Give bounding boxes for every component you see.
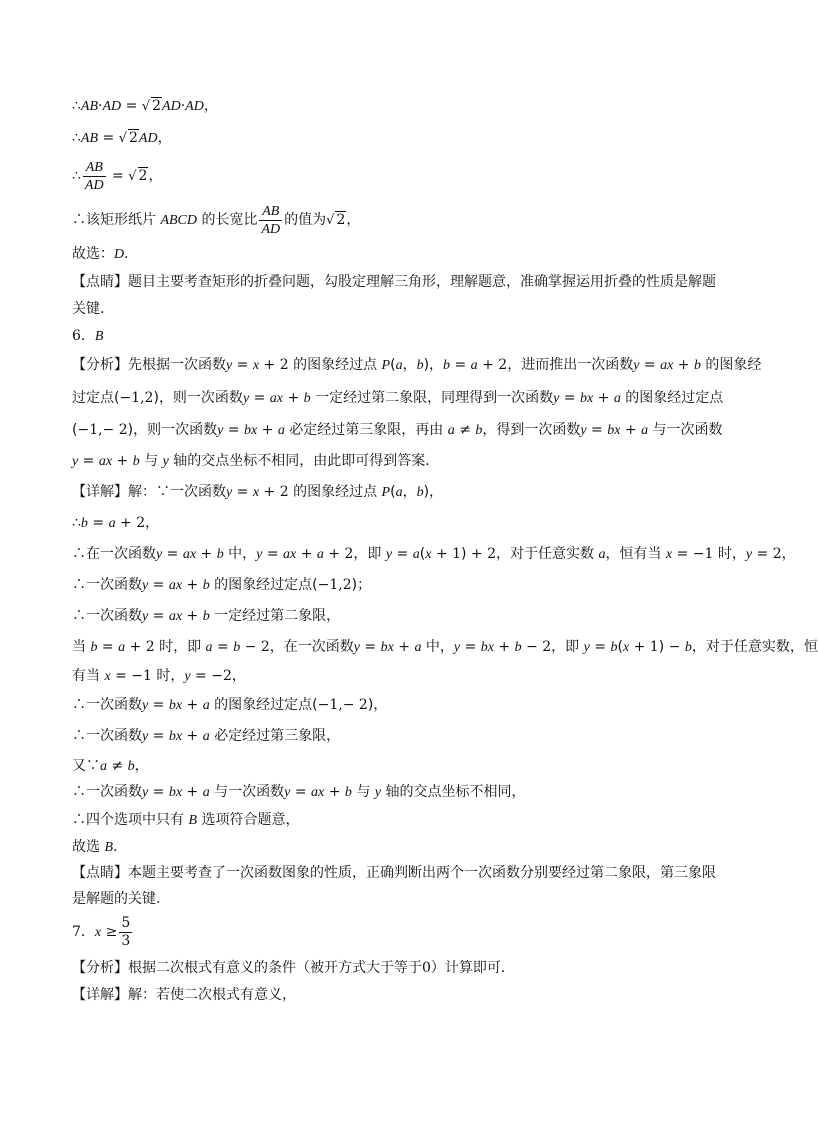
line-analysis-6d: y = ax + b 与 y 轴的交点坐标不相同，由此即可得到答案．	[72, 453, 440, 469]
line-detail-6e: ∴一次函数y = ax + b 一定经过第二象限，	[72, 608, 341, 624]
line-detail-6h: ∴一次函数y = bx + a 的图象经过定点(−1,− 2)，	[72, 697, 388, 713]
line-detail-6k: ∴一次函数y = bx + a 与一次函数y = ax + b 与 y 轴的交点坐标不相同，	[72, 784, 526, 800]
line-detail-6a: 【详解】解：∵一次函数y = x + 2 的图象经过点 P(a，b)，	[72, 484, 444, 500]
line-detail-7: 【详解】解：若使二次根式有意义，	[72, 987, 296, 1003]
question-6-header: 6．B	[72, 328, 104, 344]
line-answer-b: 故选 B．	[72, 839, 128, 855]
line-ab-eq: ∴AB = √ 2AD，	[72, 130, 172, 146]
line-comment-5b: 关键．	[72, 301, 114, 317]
line-ratio-conclusion: ∴该矩形纸片 ABCD 的长宽比 $\frac{AB}{AD}$ 的值为√ 2，	[72, 203, 361, 237]
line-comment-6a: 【点睛】本题主要考查了一次函数图象的性质，正确判断出两个一次函数分别要经过第二象限，第三象限	[72, 865, 716, 881]
line-analysis-6c: (−1,− 2)，则一次函数y = bx + a 必定经过第三象限，再由 a ≠ b，得到一次函数y = bx + a 与一次函数	[72, 422, 723, 438]
line-ratio-eq: ∴ $\frac{AB}{AD}$ = √ 2，	[72, 159, 163, 193]
line-analysis-6a: 【分析】先根据一次函数y = x + 2 的图象经过点 P(a，b)，b = a + 2，进而推出一次函数y = ax + b 的图象经	[72, 357, 762, 373]
line-ab-ad-eq: ∴AB·AD = √ 2AD·AD，	[72, 98, 218, 114]
line-analysis-6b: 过定点(−1,2)，则一次函数y = ax + b 一定经过第二象限，同理得到一次函数y = bx + a 的图象经过定点	[72, 390, 724, 406]
line-detail-6g: 有当 x = −1 时，y = −2，	[72, 668, 246, 684]
line-comment-6b: 是解题的关键．	[72, 891, 170, 907]
line-analysis-7: 【分析】根据二次根式有意义的条件（被开方式大于等于0）计算即可．	[72, 960, 515, 976]
question-7-header: 7．x ≥ $\frac{5}{3}$	[72, 914, 131, 949]
line-detail-6j: 又∵a ≠ b，	[72, 758, 149, 774]
line-detail-6i: ∴一次函数y = bx + a 必定经过第三象限，	[72, 728, 341, 744]
line-comment-5a: 【点睛】题目主要考查矩形的折叠问题，勾股定理解三角形，理解题意，准确掌握运用折叠的性质是解题	[72, 274, 716, 290]
line-detail-6d: ∴一次函数y = ax + b 的图象经过定点(−1,2)；	[72, 577, 372, 593]
line-detail-6f: 当 b = a + 2 时，即 a = b − 2，在一次函数y = bx + a 中，y = bx + b − 2，即 y = b(x + 1) − b，对于任意实数，恒	[72, 639, 818, 655]
line-detail-6c: ∴在一次函数y = ax + b 中，y = ax + a + 2，即 y = a(x + 1) + 2，对于任意实数 a，恒有当 x = −1 时，y = 2，	[72, 546, 796, 562]
line-detail-6b: ∴b = a + 2，	[72, 515, 160, 531]
line-answer-d: 故选：D．	[72, 246, 139, 262]
line-detail-6l: ∴四个选项中只有 B 选项符合题意，	[72, 812, 300, 828]
